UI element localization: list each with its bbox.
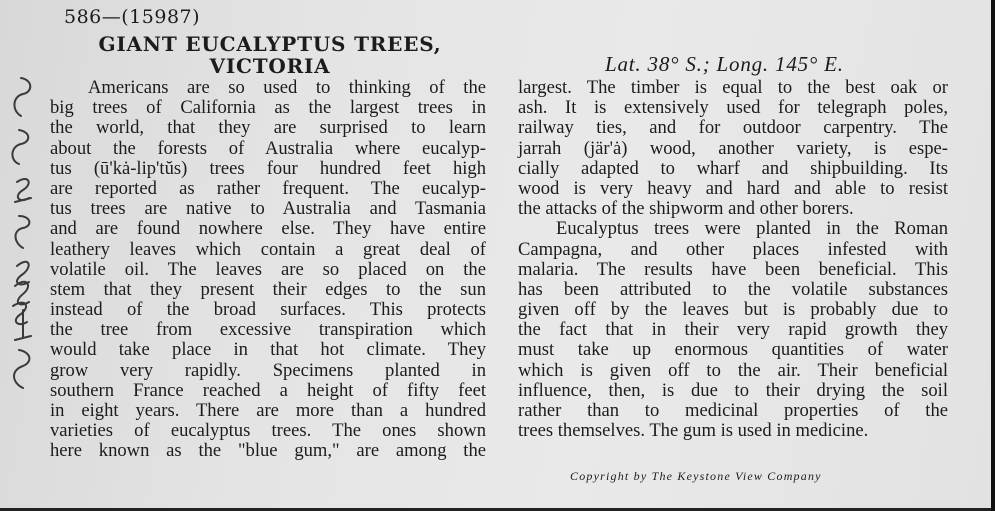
- left-text-column: [50, 78, 486, 462]
- text-line: tus trees are native to Australia and Tasmania: [50, 198, 486, 220]
- text-line: railway ties, and for outdoor carpentry. The: [518, 117, 948, 139]
- text-line: varieties of eucalyptus trees. The ones shown: [50, 420, 486, 442]
- text-line: volatile oil. The leaves are so placed on the: [50, 258, 486, 280]
- text-line: the fact that in their very rapid growth they: [518, 319, 948, 341]
- text-line: here known as the "blue gum," are among the: [50, 440, 486, 462]
- card-number: 586—(15987): [64, 6, 201, 28]
- text-line: Campagna, and other places infested with: [518, 238, 948, 260]
- text-line: stem that they present their edges to the sun: [50, 278, 486, 300]
- title-line-2: VICTORIA: [209, 54, 331, 78]
- text-line: the world, that they are surprised to learn: [50, 117, 486, 139]
- text-line: southern France reached a height of fifty feet: [50, 379, 486, 401]
- text-line: in eight years. There are more than a hundred: [50, 400, 486, 421]
- text-line: are reported as rather frequent. The eucalyp-: [50, 177, 486, 199]
- handwritten-margin-note: [5, 70, 35, 400]
- text-line: would take place in that hot climate. They: [50, 339, 486, 361]
- text-line: the tree from excessive transpiration which: [50, 319, 486, 341]
- text-line: trees themselves. The gum is used in medicine.: [518, 420, 869, 442]
- text-line: ash. It is extensively used for telegraph poles,: [518, 97, 948, 119]
- text-line: cially adapted to wharf and shipbuilding. Its: [518, 157, 948, 179]
- text-line: leathery leaves which contain a great deal of: [50, 238, 486, 260]
- title-line-1: GIANT EUCALYPTUS TREES,: [98, 32, 442, 56]
- text-line: about the forests of Australia where eucalyp-: [50, 137, 486, 159]
- text-line: rather than to medicinal properties of the: [518, 400, 948, 421]
- text-line: instead of the broad surfaces. This protects: [50, 299, 486, 321]
- text-line: must take up enormous quantities of water: [518, 339, 948, 361]
- text-line: Americans are so used to thinking of the: [88, 77, 486, 98]
- text-line: tus (ū'kȧ-lip'tŭs) trees four hundred feet high: [50, 157, 486, 179]
- text-line: Eucalyptus trees were planted in the Roman: [556, 218, 948, 240]
- text-line: malaria. The results have been beneficial. This: [518, 258, 948, 280]
- latitude-longitude: Lat. 38° S.; Long. 145° E.: [605, 52, 844, 76]
- right-text-column: [518, 78, 948, 441]
- text-line: influence, then, is due to their drying the soil: [518, 379, 948, 401]
- text-line: has been attributed to the volatile substances: [518, 278, 948, 300]
- text-line: given off by the leaves but is probably due to: [518, 299, 948, 321]
- copyright-notice: Copyright by The Keystone View Company: [570, 469, 822, 483]
- text-line: grow very rapidly. Specimens planted in: [50, 359, 486, 381]
- text-line: which is given off to the air. Their beneficial: [518, 359, 948, 381]
- text-line: the attacks of the shipworm and other borers.: [518, 198, 854, 220]
- text-line: largest. The timber is equal to the best oak or: [518, 77, 948, 98]
- text-line: jarrah (jär'ȧ) wood, another variety, is espe-: [518, 137, 948, 159]
- text-line: wood is very heavy and hard and able to resist: [518, 177, 948, 199]
- text-line: and are found nowhere else. They have entire: [50, 218, 486, 240]
- text-line: big trees of California as the largest trees in: [50, 97, 486, 119]
